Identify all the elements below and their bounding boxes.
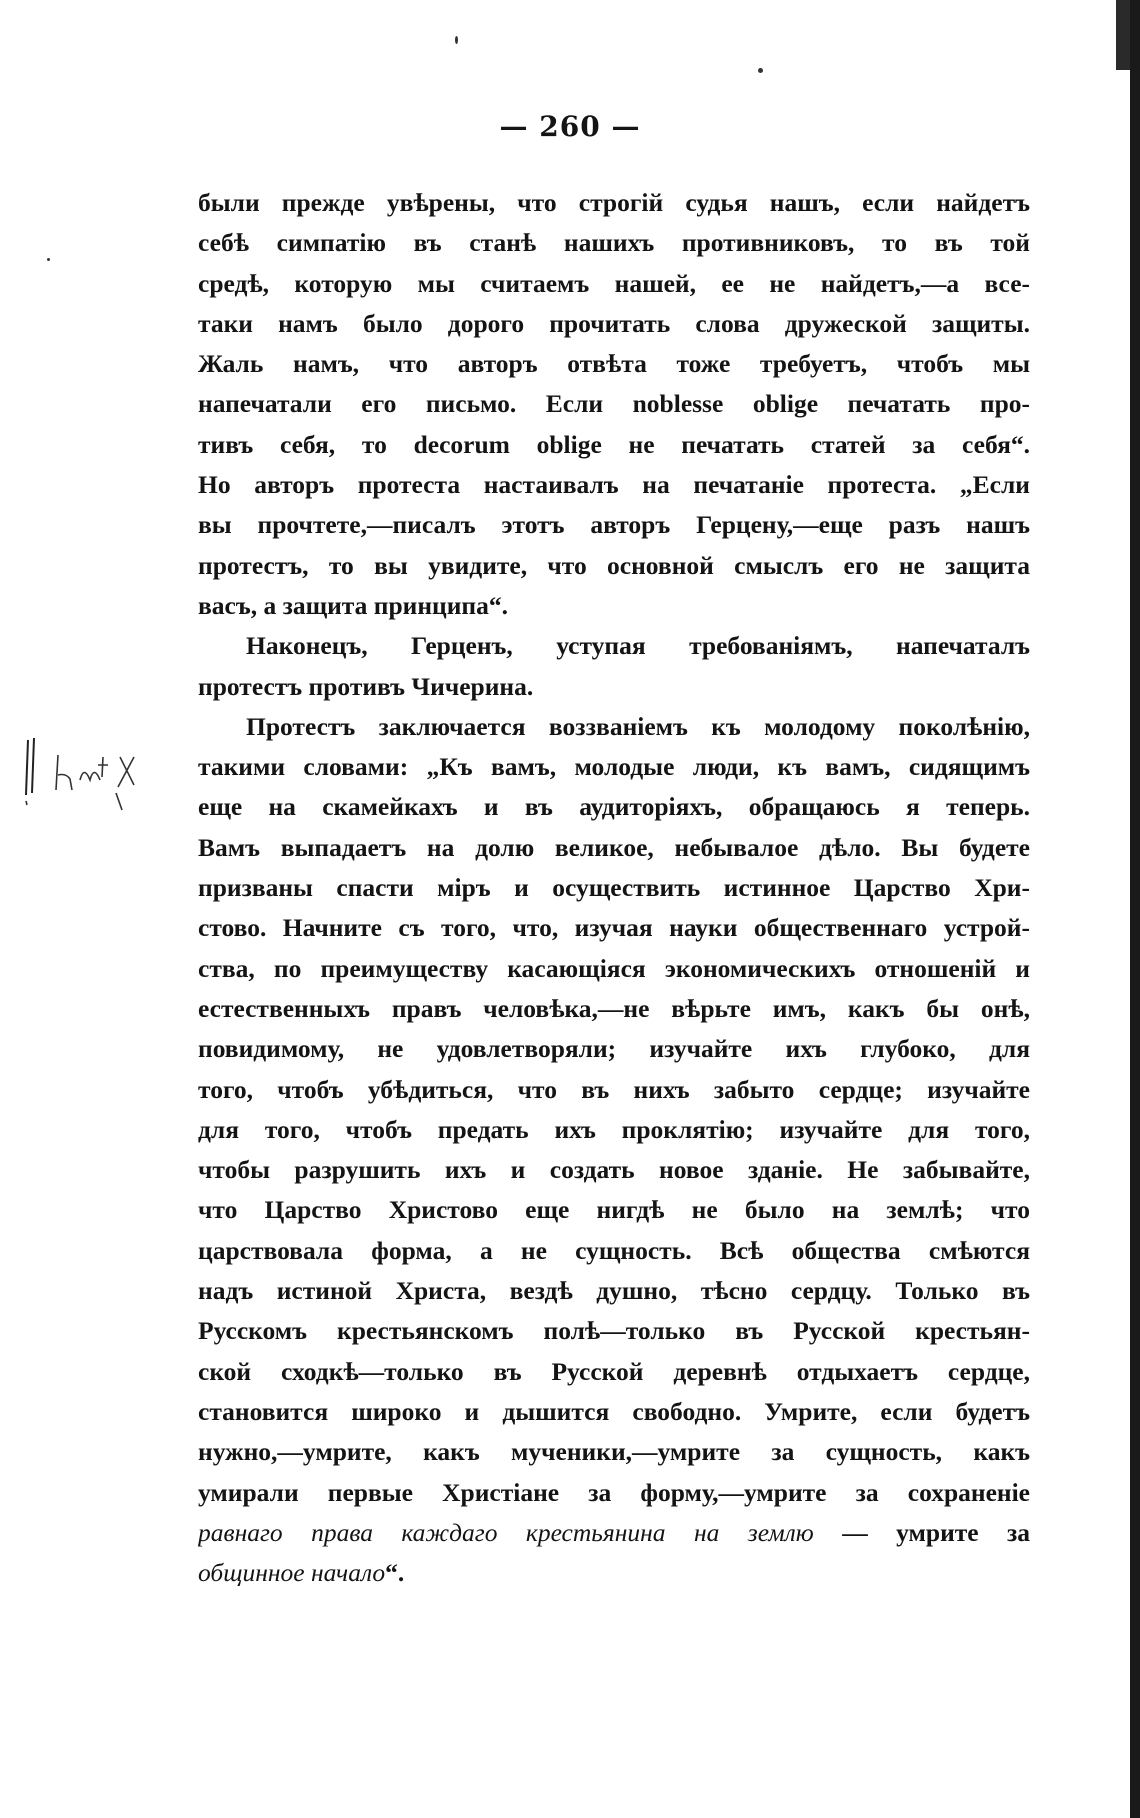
text-line: еще на скамейкахъ и въ аудиторіяхъ, обращаюсь я теперь. bbox=[198, 792, 1030, 822]
text-line: Наконецъ, Герценъ, уступая требованіямъ, напечаталъ bbox=[246, 631, 1030, 661]
text-line: Протестъ заключается воззваніемъ къ молодому поколѣнію, bbox=[246, 711, 1030, 741]
text-line: были прежде увѣрены, что строгій судья нашъ, если найдетъ bbox=[198, 188, 1030, 217]
text-line: стово. Начните съ того, что, изучая науки общественнаго устрой- bbox=[198, 913, 1030, 943]
text-line: себѣ симпатію въ станѣ нашихъ противниковъ, то въ той bbox=[198, 228, 1030, 258]
text-line: для того, чтобъ предать ихъ проклятію; изучайте для того, bbox=[198, 1114, 1030, 1144]
print-speck bbox=[455, 36, 458, 44]
text-line: умирали первые Христіане за форму,—умрите за сохраненіе bbox=[198, 1477, 1030, 1507]
text-line: повидимому, не удовлетворяли; изучайте ихъ глубоко, для bbox=[198, 1034, 1030, 1064]
text-line: средѣ, которую мы считаемъ нашей, ее не найдетъ,—а все- bbox=[198, 268, 1030, 298]
italic-phrase: общинное начало bbox=[198, 1558, 386, 1588]
text-line: становится широко и дышится свободно. Умрите, если будетъ bbox=[198, 1396, 1030, 1426]
text-line: протестъ противъ Чичерина. bbox=[198, 671, 534, 701]
text-line: тивъ себя, то decorum oblige не печатать статей за себя“. bbox=[198, 429, 1030, 459]
text-line: Русскомъ крестьянскомъ полѣ—только въ Русской крестьян- bbox=[198, 1316, 1030, 1346]
normal-phrase: “. bbox=[385, 1558, 405, 1588]
text-line: васъ, а защита принципа“. bbox=[198, 590, 508, 620]
main-text bbox=[198, 183, 1030, 1593]
text-line: чтобы разрушить ихъ и создать новое зданіе. Не забывайте, bbox=[198, 1155, 1030, 1185]
text-line: таки намъ было дорого прочитать слова дружеской защиты. bbox=[198, 308, 1030, 338]
text-line: ской сходкѣ—только въ Русской деревнѣ отдыхаетъ сердце, bbox=[198, 1356, 1030, 1386]
text-line: напечатали его письмо. Если noblesse oblige печатать про- bbox=[198, 389, 1030, 419]
text-line: вы прочтете,—писалъ этотъ авторъ Герцену,—еще разъ нашъ bbox=[198, 510, 1030, 540]
text-line: такими словами: „Къ вамъ, молодые люди, къ вамъ, сидящимъ bbox=[198, 752, 1030, 782]
print-speck bbox=[47, 258, 50, 261]
text-line-final bbox=[198, 1553, 1030, 1593]
text-line: того, чтобъ убѣдиться, что въ нихъ забыто сердце; изучайте bbox=[198, 1074, 1030, 1104]
handwritten-margin-note bbox=[18, 735, 168, 825]
text-line: что Царство Христово еще нигдѣ не было на землѣ; что bbox=[198, 1195, 1030, 1225]
text-line: Но авторъ протеста настаивалъ на печатаніе протеста. „Если bbox=[198, 470, 1030, 500]
text-line: ства, по преимуществу касающіяся экономическихъ отношеній и bbox=[198, 953, 1030, 983]
text-line: нужно,—умрите, какъ мученики,—умрите за сущность, какъ bbox=[198, 1437, 1030, 1467]
text-line: Вамъ выпадаетъ на долю великое, небывалое дѣло. Вы будете bbox=[198, 832, 1030, 862]
text-line: Жаль намъ, что авторъ отвѣта тоже требуетъ, чтобъ мы bbox=[198, 349, 1030, 379]
page-edge-shadow bbox=[1130, 0, 1140, 1818]
print-speck bbox=[758, 68, 763, 73]
page-edge-shadow-top bbox=[1116, 0, 1130, 70]
text-line: надъ истиной Христа, вездѣ душно, тѣсно сердцу. Только въ bbox=[198, 1276, 1030, 1306]
text-line: призваны спасти міръ и осуществить истинное Царство Хри- bbox=[198, 873, 1030, 903]
normal-phrase: — умрите за bbox=[813, 1517, 1030, 1547]
text-line: царствовала форма, а не сущность. Всѣ общества смѣются bbox=[198, 1235, 1030, 1265]
text-line: естественныхъ правъ человѣка,—не вѣрьте имъ, какъ бы онѣ, bbox=[198, 993, 1030, 1023]
page-number: — 260 — bbox=[499, 110, 641, 143]
text-line: протестъ, то вы увидите, что основной смыслъ его не защита bbox=[198, 550, 1030, 580]
italic-phrase: равнаго права каждаго крестьянина на землю bbox=[198, 1517, 814, 1547]
text-line-emphasis bbox=[198, 1513, 1030, 1553]
